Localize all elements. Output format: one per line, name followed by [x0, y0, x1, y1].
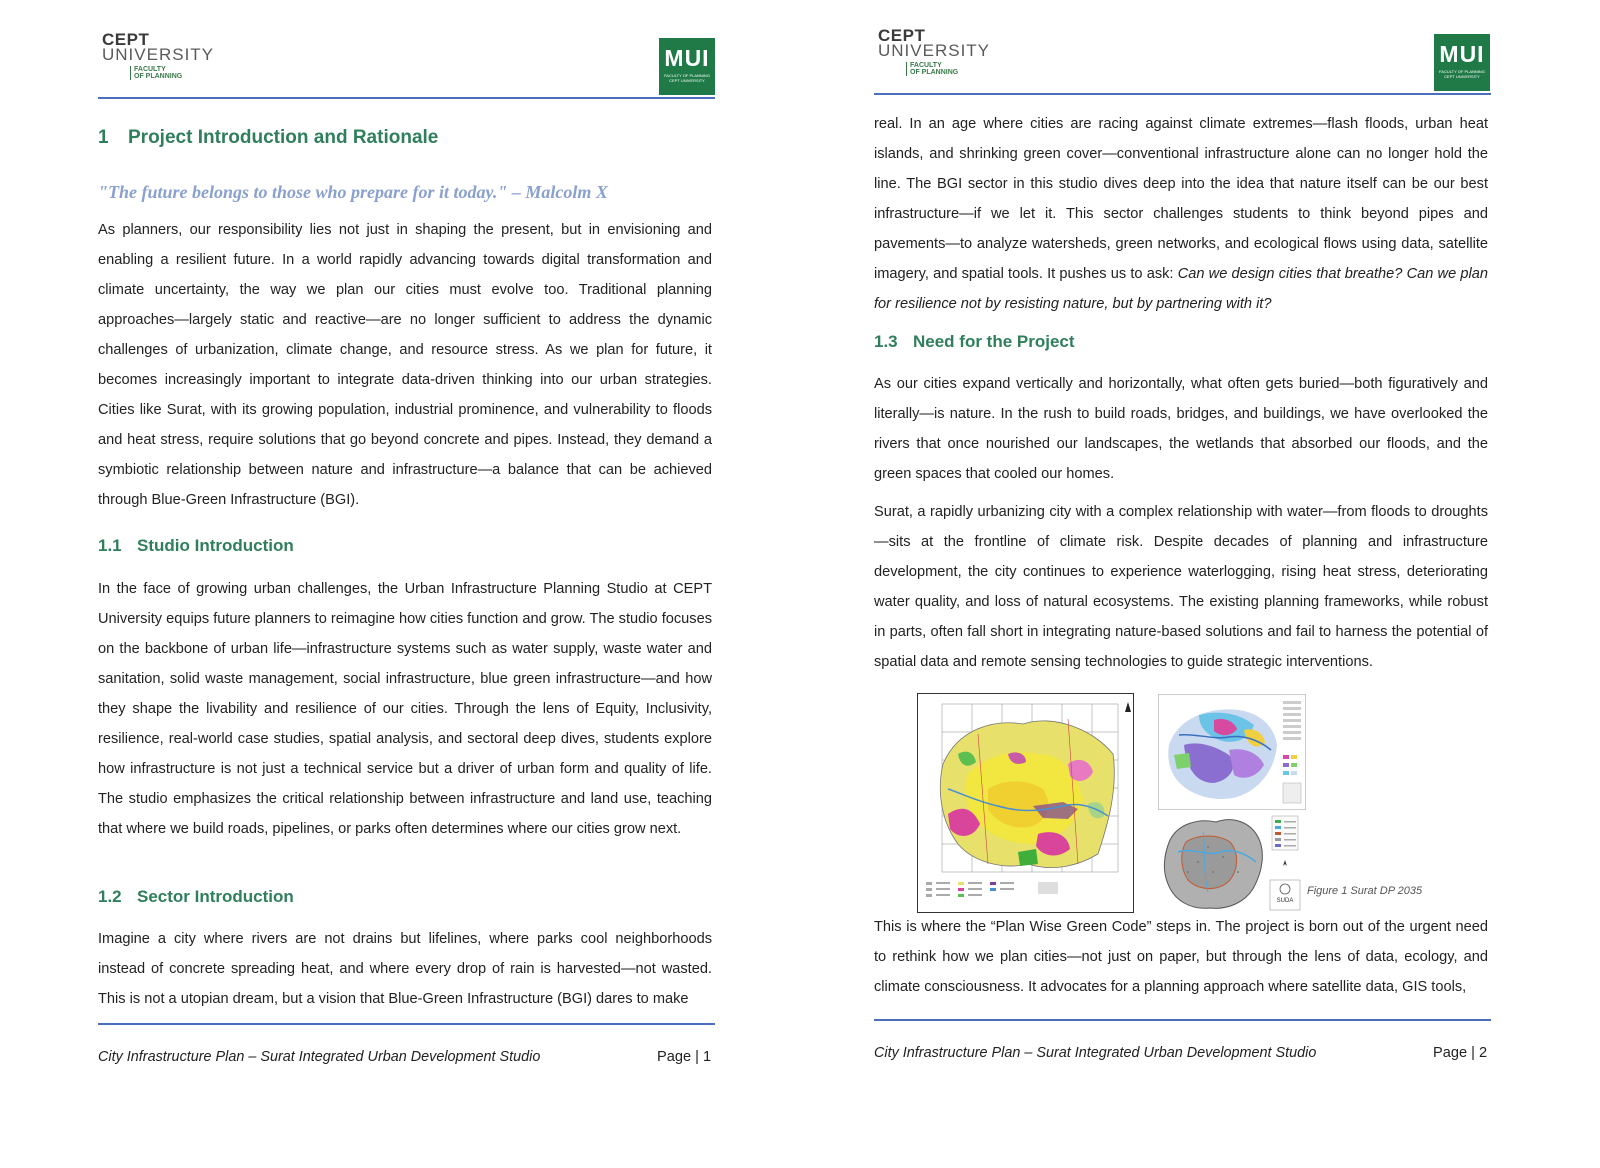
need-paragraph-1: As our cities expand vertically and horizontally, what often gets buried—both figuratively and literally—is nature. In the rush to build roads, bridges, and buildings, we have overlooked the rivers that once nourished our landscapes, the wetlands that absorbed our floods, and the green spaces that cooled our homes.	[874, 376, 1488, 482]
suda-label: SUDA	[1276, 898, 1294, 904]
boundary-inset-map	[1158, 812, 1304, 914]
surat-dp-map-graphic	[918, 694, 1133, 912]
document-page-2	[800, 0, 1600, 1168]
landuse-inset-graphic	[1159, 695, 1305, 809]
mui-logo: MUI FACULTY OF PLANNING CEPT UNIVERSITY	[659, 38, 715, 95]
malcolm-x-quote: "The future belongs to those who prepare for it today." – Malcolm X	[98, 182, 608, 202]
footer-title: City Infrastructure Plan – Surat Integrated Urban Development Studio	[98, 1049, 541, 1065]
surat-dp-map	[917, 693, 1134, 913]
plan-wise-green-code-paragraph: This is where the “Plan Wise Green Code” steps in. The project is born out of the urgent need to rethink how we plan cities—not just on paper, but through the lens of data, ecology, and climate consciousness. It advocates for a planning approach where satellite data, GIS tools,	[874, 919, 1488, 995]
heading-sector-introduction: 1.2 Sector Introduction	[98, 887, 294, 906]
footer-rule	[874, 1019, 1491, 1021]
header-rule	[98, 97, 715, 99]
page-number: Page | 2	[1433, 1045, 1488, 1061]
heading-studio-introduction: 1.1 Studio Introduction	[98, 536, 294, 555]
footer-title: City Infrastructure Plan – Surat Integrated Urban Development Studio	[874, 1045, 1317, 1061]
boundary-inset-graphic	[1158, 812, 1304, 914]
footer-rule	[98, 1023, 715, 1025]
faculty-label: FACULTY OF PLANNING	[130, 66, 214, 80]
page-number: Page | 1	[657, 1049, 712, 1065]
intro-paragraph: As planners, our responsibility lies not just in shaping the present, but in envisioning and enabling a resilient future. In a world rapidly advancing towards digital transformation and climate uncertainty, the way we plan our cities must evolve too. Traditional planning approaches—largely static and reactive—are no longer sufficient to address the dynamic challenges of urbanization, climate change, and resource stress. As we plan for future, it becomes increasingly important to integrate data-driven thinking into our urban strategies. Cities like Surat, with its growing population, industrial prominence, and vulnerability to floods and heat stress, require solutions that go beyond concrete and pipes. Instead, they demand a symbiotic relationship between nature and infrastructure—a balance that can be achieved through Blue-Green Infrastructure (BGI).	[98, 222, 712, 508]
heading-project-introduction: 1 Project Introduction and Rationale	[98, 127, 439, 148]
sector-paragraph: Imagine a city where rivers are not drains but lifelines, where parks cool neighborhoods instead of concrete spreading heat, and where every drop of rain is harvested—not wasted. This is not a utopian dream, but a vision that Blue-Green Infrastructure (BGI) dares to make	[98, 931, 712, 1007]
studio-paragraph: In the face of growing urban challenges, the Urban Infrastructure Planning Studio at CEPT University equips future planners to reimagine how cities function and grow. The studio focuses on the backbone of urban life—infrastructure systems such as water supply, waste water and sanitation, solid waste management, social infrastructure, blue green infrastructure—and how they shape the livability and resilience of our cities. Through the lens of Equity, Inclusivity, resilience, real-world case studies, spatial analysis, and sectoral deep dives, students explore how infrastructure is not just a technical service but a driver of urban form and quality of life. The studio emphasizes the critical relationship between infrastructure and land use, teaching that where we build roads, pipelines, or parks often determines where our cities grow next.	[98, 581, 712, 837]
figure-caption: Figure 1 Surat DP 2035	[1307, 885, 1423, 897]
heading-need-for-project: 1.3 Need for the Project	[874, 332, 1075, 351]
bgi-continued-paragraph: real. In an age where cities are racing against climate extremes—flash floods, urban heat islands, and shrinking green cover—conventional infrastructure alone can no longer hold the line. The BGI sector in this studio dives deep into the idea that nature itself can be our best infrastructure—if we let it. This sector challenges students to think beyond pipes and pavements—to analyze watersheds, green networks, and ecological flows using data, satellite imagery, and spatial tools. It pushes us to ask: Can we design cities that breathe? Can we plan for resilience not by resisting nature, but by partnering with it?	[874, 116, 1488, 312]
cept-university-logo: CEPT UNIVERSITY FACULTY OF PLANNING	[102, 30, 215, 80]
faculty-label: FACULTY OF PLANNING	[906, 62, 990, 76]
header-rule	[874, 93, 1491, 95]
landuse-inset-map	[1158, 694, 1306, 810]
need-paragraph-2: Surat, a rapidly urbanizing city with a complex relationship with water—from floods to droughts—sits at the frontline of climate risk. Despite decades of planning and infrastructure development, the city continues to experience waterlogging, rising heat stress, deteriorating water quality, and loss of natural ecosystems. The existing planning frameworks, while robust in parts, often fall short in integrating nature-based solutions and fail to harness the potential of spatial data and remote sensing technologies to guide strategic interventions.	[874, 504, 1488, 670]
cept-university-logo: CEPT UNIVERSITY FACULTY OF PLANNING	[878, 26, 991, 76]
mui-logo: MUI FACULTY OF PLANNING CEPT UNIVERSITY	[1434, 34, 1490, 91]
